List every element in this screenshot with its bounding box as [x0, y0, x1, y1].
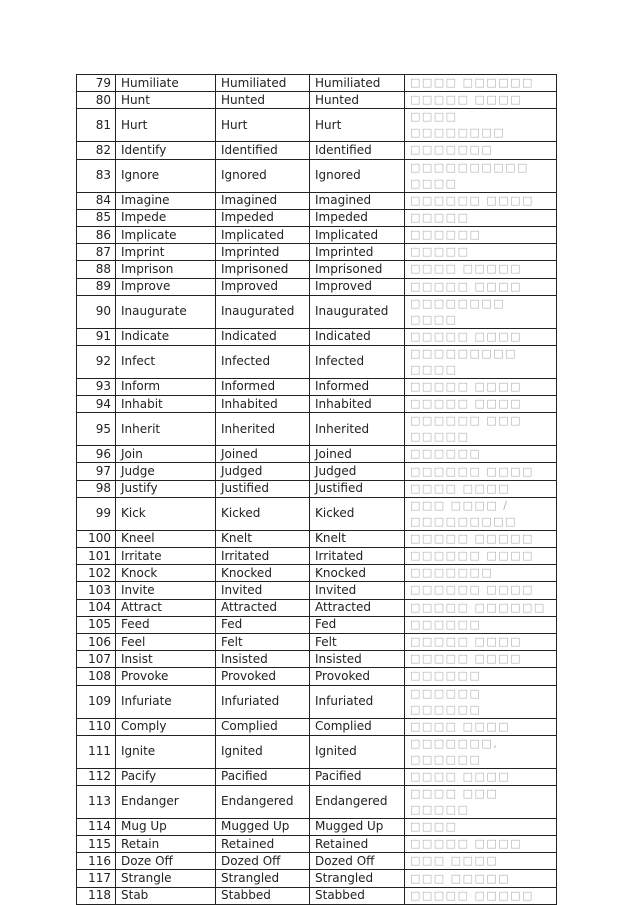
meaning-cell: □□□□□ □□□□ — [405, 378, 557, 395]
meaning-cell: □□□□□□□, □□□□□□ — [405, 735, 557, 768]
row-number-cell: 112 — [77, 768, 116, 785]
row-number-cell: 85 — [77, 209, 116, 226]
past-participle-cell: Endangered — [310, 785, 405, 818]
past-participle-cell: Irritated — [310, 548, 405, 565]
meaning-cell: □□□□□ □□□□ — [405, 651, 557, 668]
past-participle-cell: Imprisoned — [310, 261, 405, 278]
row-number-cell: 105 — [77, 616, 116, 633]
past-participle-cell: Hunted — [310, 92, 405, 109]
row-number-cell: 83 — [77, 159, 116, 192]
row-number-cell: 104 — [77, 599, 116, 616]
past-participle-cell: Ignited — [310, 735, 405, 768]
table-row — [77, 159, 557, 192]
past-participle-cell: Mugged Up — [310, 818, 405, 835]
past-participle-cell: Imprinted — [310, 244, 405, 261]
past-form-cell: Attracted — [216, 599, 310, 616]
meaning-cell: □□□□□ □□□□ — [405, 396, 557, 413]
table-row — [77, 463, 557, 480]
table-row — [77, 480, 557, 497]
table-row — [77, 582, 557, 599]
past-form-cell: Hunted — [216, 92, 310, 109]
past-participle-cell: Felt — [310, 633, 405, 650]
base-form-cell: Join — [116, 446, 216, 463]
past-participle-cell: Fed — [310, 616, 405, 633]
past-participle-cell: Insisted — [310, 651, 405, 668]
row-number-cell: 89 — [77, 278, 116, 295]
base-form-cell: Imagine — [116, 192, 216, 209]
row-number-cell: 97 — [77, 463, 116, 480]
past-participle-cell: Retained — [310, 836, 405, 853]
past-form-cell: Indicated — [216, 328, 310, 345]
past-form-cell: Judged — [216, 463, 310, 480]
meaning-cell: □□□□ □□□□ — [405, 768, 557, 785]
table-row — [77, 209, 557, 226]
past-form-cell: Humiliated — [216, 75, 310, 92]
row-number-cell: 88 — [77, 261, 116, 278]
past-participle-cell: Improved — [310, 278, 405, 295]
base-form-cell: Indicate — [116, 328, 216, 345]
base-form-cell: Ignore — [116, 159, 216, 192]
past-form-cell: Dozed Off — [216, 853, 310, 870]
table-row — [77, 278, 557, 295]
base-form-cell: Justify — [116, 480, 216, 497]
row-number-cell: 113 — [77, 785, 116, 818]
past-form-cell: Infected — [216, 345, 310, 378]
past-form-cell: Knocked — [216, 565, 310, 582]
past-form-cell: Inaugurated — [216, 295, 310, 328]
meaning-cell: □□□□□□ □□□□ — [405, 582, 557, 599]
table-row — [77, 785, 557, 818]
past-participle-cell: Joined — [310, 446, 405, 463]
base-form-cell: Hunt — [116, 92, 216, 109]
base-form-cell: Irritate — [116, 548, 216, 565]
past-participle-cell: Infuriated — [310, 685, 405, 718]
base-form-cell: Identify — [116, 142, 216, 159]
meaning-cell: □□□□□□ □□□□□□ — [405, 685, 557, 718]
meaning-cell: □□□ □□□□□ — [405, 870, 557, 887]
base-form-cell: Comply — [116, 718, 216, 735]
table-row — [77, 396, 557, 413]
row-number-cell: 79 — [77, 75, 116, 92]
table-row — [77, 92, 557, 109]
table-row — [77, 192, 557, 209]
row-number-cell: 82 — [77, 142, 116, 159]
base-form-cell: Infuriate — [116, 685, 216, 718]
base-form-cell: Doze Off — [116, 853, 216, 870]
past-form-cell: Infuriated — [216, 685, 310, 718]
base-form-cell: Inhabit — [116, 396, 216, 413]
past-form-cell: Informed — [216, 378, 310, 395]
past-participle-cell: Kicked — [310, 497, 405, 530]
table-row — [77, 870, 557, 887]
row-number-cell: 92 — [77, 345, 116, 378]
base-form-cell: Attract — [116, 599, 216, 616]
table-row — [77, 565, 557, 582]
meaning-cell: □□□□□□ — [405, 226, 557, 243]
past-form-cell: Stabbed — [216, 887, 310, 904]
row-number-cell: 90 — [77, 295, 116, 328]
past-form-cell: Inhabited — [216, 396, 310, 413]
row-number-cell: 111 — [77, 735, 116, 768]
row-number-cell: 81 — [77, 109, 116, 142]
meaning-cell: □□□□□□ — [405, 446, 557, 463]
past-form-cell: Strangled — [216, 870, 310, 887]
meaning-cell: □□□□□ — [405, 244, 557, 261]
row-number-cell: 101 — [77, 548, 116, 565]
meaning-cell: □□□□□□□□ □□□□ — [405, 295, 557, 328]
past-participle-cell: Impeded — [310, 209, 405, 226]
table-row — [77, 497, 557, 530]
table-row — [77, 685, 557, 718]
meaning-cell: □□□□□□ □□□□ — [405, 548, 557, 565]
row-number-cell: 84 — [77, 192, 116, 209]
base-form-cell: Imprint — [116, 244, 216, 261]
table-row — [77, 668, 557, 685]
meaning-cell: □□□□□□ □□□□ — [405, 192, 557, 209]
row-number-cell: 86 — [77, 226, 116, 243]
base-form-cell: Improve — [116, 278, 216, 295]
table-row — [77, 328, 557, 345]
past-form-cell: Justified — [216, 480, 310, 497]
past-form-cell: Fed — [216, 616, 310, 633]
row-number-cell: 100 — [77, 530, 116, 547]
meaning-cell: □□□□□□ — [405, 668, 557, 685]
meaning-cell: □□□□□□□□□ □□□□ — [405, 345, 557, 378]
table-row — [77, 142, 557, 159]
base-form-cell: Mug Up — [116, 818, 216, 835]
past-participle-cell: Humiliated — [310, 75, 405, 92]
meaning-cell: □□□ □□□□ — [405, 853, 557, 870]
table-row — [77, 548, 557, 565]
meaning-cell: □□□□□□ □□□□ — [405, 463, 557, 480]
past-form-cell: Improved — [216, 278, 310, 295]
row-number-cell: 103 — [77, 582, 116, 599]
meaning-cell: □□□□ □□□□ — [405, 480, 557, 497]
row-number-cell: 96 — [77, 446, 116, 463]
meaning-cell: □□□□ □□□□□□ — [405, 75, 557, 92]
base-form-cell: Strangle — [116, 870, 216, 887]
meaning-cell: □□□□□ □□□□ — [405, 328, 557, 345]
past-form-cell: Insisted — [216, 651, 310, 668]
past-participle-cell: Strangled — [310, 870, 405, 887]
row-number-cell: 94 — [77, 396, 116, 413]
past-form-cell: Invited — [216, 582, 310, 599]
base-form-cell: Implicate — [116, 226, 216, 243]
past-form-cell: Pacified — [216, 768, 310, 785]
meaning-cell: □□□□□ □□□□ — [405, 92, 557, 109]
meaning-cell: □□□□□ □□□□□ — [405, 887, 557, 904]
row-number-cell: 118 — [77, 887, 116, 904]
past-participle-cell: Knelt — [310, 530, 405, 547]
meaning-cell: □□□□□ □□□□□□ — [405, 599, 557, 616]
past-participle-cell: Infected — [310, 345, 405, 378]
base-form-cell: Feed — [116, 616, 216, 633]
past-participle-cell: Informed — [310, 378, 405, 395]
past-participle-cell: Provoked — [310, 668, 405, 685]
row-number-cell: 115 — [77, 836, 116, 853]
meaning-cell: □□□□ — [405, 818, 557, 835]
table-row — [77, 530, 557, 547]
table-row — [77, 718, 557, 735]
row-number-cell: 98 — [77, 480, 116, 497]
past-form-cell: Joined — [216, 446, 310, 463]
meaning-cell: □□□□□□ □□□ □□□□□ — [405, 413, 557, 446]
table-row — [77, 768, 557, 785]
base-form-cell: Ignite — [116, 735, 216, 768]
base-form-cell: Feel — [116, 633, 216, 650]
past-form-cell: Kicked — [216, 497, 310, 530]
past-participle-cell: Stabbed — [310, 887, 405, 904]
base-form-cell: Humiliate — [116, 75, 216, 92]
verb-table-body — [77, 75, 557, 905]
row-number-cell: 102 — [77, 565, 116, 582]
table-row — [77, 735, 557, 768]
base-form-cell: Hurt — [116, 109, 216, 142]
row-number-cell: 116 — [77, 853, 116, 870]
past-participle-cell: Inaugurated — [310, 295, 405, 328]
meaning-cell: □□□ □□□□ / □□□□□□□□□ — [405, 497, 557, 530]
past-participle-cell: Invited — [310, 582, 405, 599]
row-number-cell: 107 — [77, 651, 116, 668]
base-form-cell: Kick — [116, 497, 216, 530]
past-participle-cell: Inherited — [310, 413, 405, 446]
past-form-cell: Provoked — [216, 668, 310, 685]
base-form-cell: Kneel — [116, 530, 216, 547]
table-row — [77, 818, 557, 835]
table-row — [77, 853, 557, 870]
past-form-cell: Complied — [216, 718, 310, 735]
table-row — [77, 887, 557, 904]
row-number-cell: 108 — [77, 668, 116, 685]
past-participle-cell: Pacified — [310, 768, 405, 785]
base-form-cell: Insist — [116, 651, 216, 668]
base-form-cell: Stab — [116, 887, 216, 904]
meaning-cell: □□□□□□□□□□ □□□□ — [405, 159, 557, 192]
past-form-cell: Retained — [216, 836, 310, 853]
row-number-cell: 110 — [77, 718, 116, 735]
base-form-cell: Inherit — [116, 413, 216, 446]
table-row — [77, 75, 557, 92]
past-participle-cell: Knocked — [310, 565, 405, 582]
meaning-cell: □□□□ □□□□□□□□ — [405, 109, 557, 142]
base-form-cell: Retain — [116, 836, 216, 853]
past-participle-cell: Justified — [310, 480, 405, 497]
row-number-cell: 80 — [77, 92, 116, 109]
past-form-cell: Ignored — [216, 159, 310, 192]
past-participle-cell: Ignored — [310, 159, 405, 192]
past-participle-cell: Judged — [310, 463, 405, 480]
meaning-cell: □□□□ □□□ □□□□□ — [405, 785, 557, 818]
meaning-cell: □□□□□ □□□□ — [405, 836, 557, 853]
table-row — [77, 261, 557, 278]
row-number-cell: 117 — [77, 870, 116, 887]
base-form-cell: Infect — [116, 345, 216, 378]
meaning-cell: □□□□□□ — [405, 616, 557, 633]
past-form-cell: Impeded — [216, 209, 310, 226]
base-form-cell: Imprison — [116, 261, 216, 278]
past-form-cell: Inherited — [216, 413, 310, 446]
past-form-cell: Implicated — [216, 226, 310, 243]
table-row — [77, 244, 557, 261]
meaning-cell: □□□□□ □□□□ — [405, 633, 557, 650]
past-participle-cell: Imagined — [310, 192, 405, 209]
base-form-cell: Inform — [116, 378, 216, 395]
past-form-cell: Ignited — [216, 735, 310, 768]
table-row — [77, 446, 557, 463]
past-form-cell: Hurt — [216, 109, 310, 142]
base-form-cell: Judge — [116, 463, 216, 480]
row-number-cell: 87 — [77, 244, 116, 261]
row-number-cell: 91 — [77, 328, 116, 345]
base-form-cell: Invite — [116, 582, 216, 599]
meaning-cell: □□□□□□□ — [405, 142, 557, 159]
verb-table — [76, 74, 557, 905]
past-form-cell: Imprinted — [216, 244, 310, 261]
row-number-cell: 109 — [77, 685, 116, 718]
row-number-cell: 114 — [77, 818, 116, 835]
past-form-cell: Mugged Up — [216, 818, 310, 835]
past-participle-cell: Hurt — [310, 109, 405, 142]
past-participle-cell: Attracted — [310, 599, 405, 616]
past-participle-cell: Complied — [310, 718, 405, 735]
base-form-cell: Inaugurate — [116, 295, 216, 328]
table-row — [77, 651, 557, 668]
past-form-cell: Imagined — [216, 192, 310, 209]
meaning-cell: □□□□□ □□□□ — [405, 278, 557, 295]
base-form-cell: Endanger — [116, 785, 216, 818]
table-row — [77, 633, 557, 650]
past-form-cell: Endangered — [216, 785, 310, 818]
base-form-cell: Pacify — [116, 768, 216, 785]
meaning-cell: □□□□□ — [405, 209, 557, 226]
meaning-cell: □□□□ □□□□□ — [405, 261, 557, 278]
row-number-cell: 93 — [77, 378, 116, 395]
table-row — [77, 836, 557, 853]
table-row — [77, 345, 557, 378]
past-form-cell: Irritated — [216, 548, 310, 565]
past-form-cell: Imprisoned — [216, 261, 310, 278]
base-form-cell: Knock — [116, 565, 216, 582]
meaning-cell: □□□□ □□□□ — [405, 718, 557, 735]
meaning-cell: □□□□□ □□□□□ — [405, 530, 557, 547]
past-participle-cell: Dozed Off — [310, 853, 405, 870]
past-participle-cell: Identified — [310, 142, 405, 159]
past-form-cell: Identified — [216, 142, 310, 159]
base-form-cell: Provoke — [116, 668, 216, 685]
past-participle-cell: Implicated — [310, 226, 405, 243]
table-row — [77, 226, 557, 243]
row-number-cell: 99 — [77, 497, 116, 530]
table-row — [77, 378, 557, 395]
past-participle-cell: Indicated — [310, 328, 405, 345]
row-number-cell: 95 — [77, 413, 116, 446]
past-participle-cell: Inhabited — [310, 396, 405, 413]
meaning-cell: □□□□□□□ — [405, 565, 557, 582]
table-row — [77, 599, 557, 616]
past-form-cell: Knelt — [216, 530, 310, 547]
table-row — [77, 616, 557, 633]
table-row — [77, 413, 557, 446]
past-form-cell: Felt — [216, 633, 310, 650]
table-row — [77, 295, 557, 328]
table-row — [77, 109, 557, 142]
row-number-cell: 106 — [77, 633, 116, 650]
base-form-cell: Impede — [116, 209, 216, 226]
